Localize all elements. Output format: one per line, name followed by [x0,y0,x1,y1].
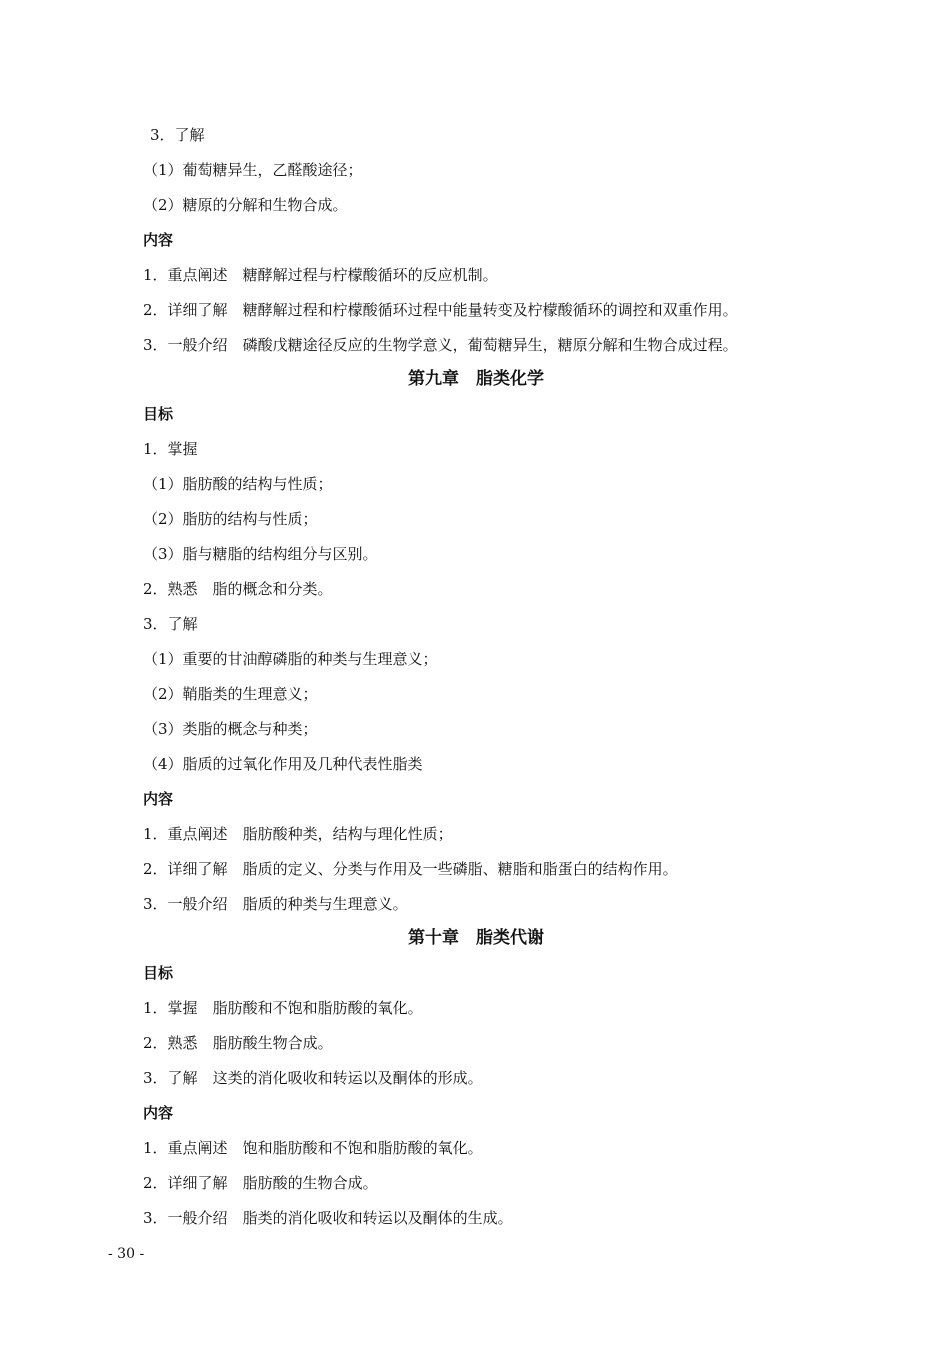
item-text: 脂肪酸生物合成。 [212,1034,333,1052]
item-label: 详细了解 [167,860,228,878]
item-text: 这类的消化吸收和转运以及酮体的形成。 [212,1069,483,1087]
item-label: 一般介绍 [167,336,228,354]
item-text: 糖酵解过程与柠檬酸循环的反应机制。 [242,266,498,284]
item-text: 脂肪酸的生物合成。 [242,1174,378,1192]
item-number: 2． [143,1034,168,1052]
item-number: 3． [143,336,168,354]
goal-heading: 目标 [143,405,174,423]
item-text: 脂肪酸种类，结构与理化性质； [242,825,453,843]
item-number: 2． [143,860,168,878]
content-heading: 内容 [143,790,174,808]
item-number: 1． [143,1139,168,1157]
content-item [143,1208,513,1228]
goal-sub-item: （2）脂肪的结构与性质； [143,510,318,528]
content-item [143,824,453,844]
sub-item: （1）葡萄糖异生，乙醛酸途径； [143,161,363,179]
item-text: 脂质的定义、分类与作用及一些磷脂、糖脂和脂蛋白的结构作用。 [242,860,678,878]
item-label: 掌握 [167,999,198,1017]
item-number: 1． [143,825,168,843]
content-item [143,265,498,285]
goal-sub-item: （1）脂肪酸的结构与性质； [143,475,333,493]
item-label: 一般介绍 [167,1209,228,1227]
sub-item: （2）糖原的分解和生物合成。 [143,196,348,214]
goal-sub-item: （2）鞘脂类的生理意义； [143,685,318,703]
content-item [143,1173,378,1193]
item-number: 1． [143,999,168,1017]
content-heading: 内容 [143,231,174,249]
chapter-10-title: 第十章 脂类代谢 [408,928,544,948]
content-item [143,300,738,320]
item-label: 详细了解 [167,301,228,319]
item-number: 3． [143,1209,168,1227]
goal-sub-item: （3）类脂的概念与种类； [143,720,318,738]
item-3-heading: 3．了解 [150,126,205,144]
goal-sub-item: （1）重要的甘油醇磷脂的种类与生理意义； [143,650,438,668]
item-label: 熟悉 [167,1034,198,1052]
item-label: 重点阐述 [167,266,228,284]
item-label: 详细了解 [167,1174,228,1192]
content-heading: 内容 [143,1104,174,1122]
goal-sub-item: （4）脂质的过氧化作用及几种代表性脂类 [143,755,423,773]
item-label: 了解 [167,1069,198,1087]
content-item [143,1138,483,1158]
item-label: 一般介绍 [167,895,228,913]
content-item [143,859,678,879]
item-number: 3． [143,1069,168,1087]
item-label: 重点阐述 [167,1139,228,1157]
goal-item: 2．熟悉 脂的概念和分类。 [143,580,333,598]
page-number: - 30 - [108,1246,145,1262]
item-number: 2． [143,1174,168,1192]
item-number: 2． [143,301,168,319]
item-number: 1． [143,266,168,284]
goal-item [143,1033,333,1053]
item-text: 糖酵解过程和柠檬酸循环过程中能量转变及柠檬酸循环的调控和双重作用。 [242,301,738,319]
goal-heading: 目标 [143,964,174,982]
goal-sub-item: （3）脂与糖脂的结构组分与区别。 [143,545,378,563]
goal-item: 1．掌握 [143,440,198,458]
content-item [143,335,738,355]
item-text: 脂肪酸和不饱和脂肪酸的氧化。 [212,999,423,1017]
goal-item: 3．了解 [143,615,198,633]
item-text: 饱和脂肪酸和不饱和脂肪酸的氧化。 [242,1139,483,1157]
item-text: 脂类的消化吸收和转运以及酮体的生成。 [242,1209,513,1227]
goal-item [143,998,423,1018]
item-text: 磷酸戊糖途径反应的生物学意义，葡萄糖异生，糖原分解和生物合成过程。 [242,336,738,354]
item-number: 3． [143,895,168,913]
content-item [143,894,408,914]
goal-item [143,1068,483,1088]
chapter-9-title: 第九章 脂类化学 [408,369,544,389]
item-label: 重点阐述 [167,825,228,843]
item-text: 脂质的种类与生理意义。 [242,895,408,913]
